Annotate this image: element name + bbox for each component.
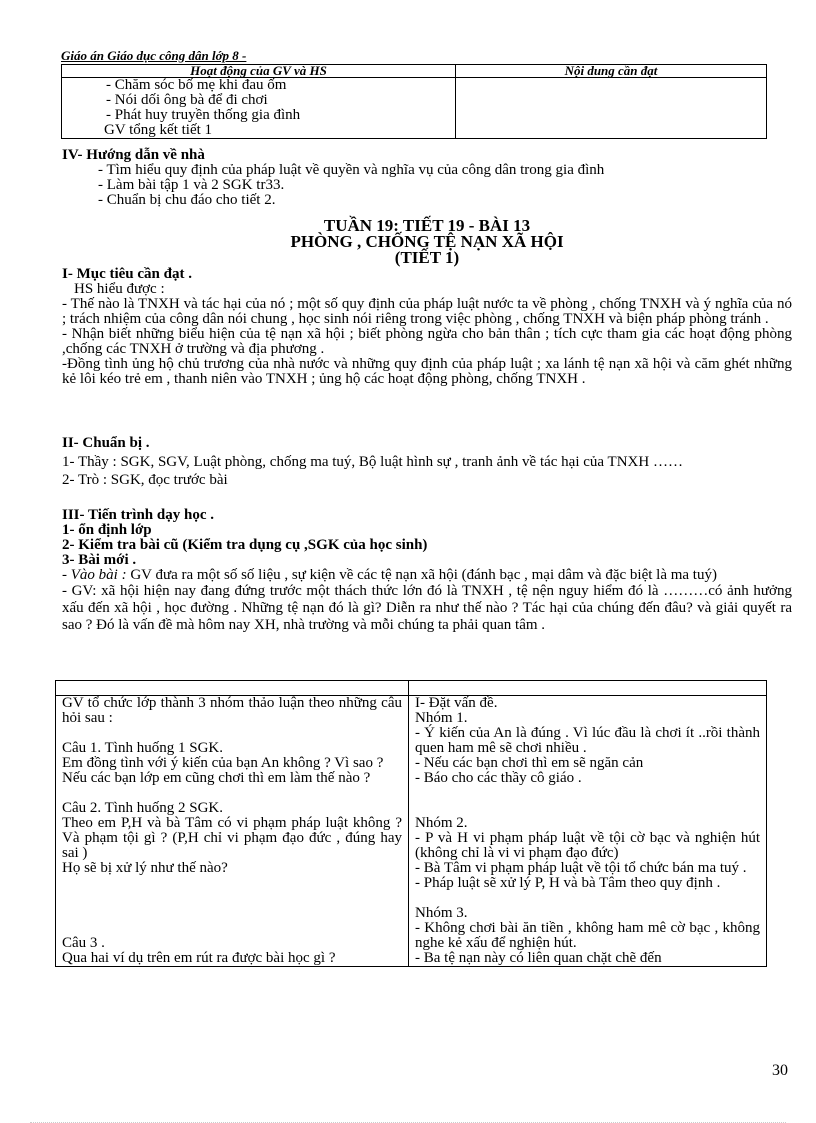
process-step3: 3- Bài mới . — [62, 552, 137, 568]
process-step1: 1- ổn định lớp — [62, 522, 152, 538]
process-heading: III- Tiến trình dạy học . — [62, 507, 214, 523]
table-row: Theo em P,H và bà Tâm có vi phạm pháp luật không ? Và phạm tội gì ? (P,H chỉ vi phạm đạo đức , đúng hay sai ) — [62, 815, 402, 861]
table-row: Câu 3 . — [62, 935, 105, 951]
activity-table-top — [61, 64, 767, 139]
objectives-knowledge: - Thế nào là TNXH và tác hại của nó ; một số quy định của pháp luật nước ta về phòng , chống TNXH và ý nghĩa của nó ; trách nhiệm của công dân nói chung , học sinh nói riêng trong việc phòng , chống TNXH và biện pháp phòng tránh . — [62, 296, 792, 327]
process-intro — [62, 568, 792, 583]
teacher-activity-cell — [56, 696, 409, 967]
table-row: - Ý kiến của An là đúng . Vì lúc đầu là chơi ít ..rồi thành quen ham mê sẽ chơi nhiều . — [415, 725, 760, 756]
table-row: Nhóm 3. — [415, 905, 468, 921]
table-row: - Ba tệ nạn này có liên quan chặt chẽ đến — [415, 950, 662, 966]
content-answer-cell — [409, 696, 767, 967]
list-item: - Phát huy truyền thống gia đình — [106, 107, 301, 123]
intro-text: GV đưa ra một số số liệu , sự kiện về các tệ nạn xã hội (đánh bạc , mại dâm và đặc biệt là ma tuý) — [126, 567, 717, 583]
list-item: - Chăm sóc bố mẹ khi đau ốm — [106, 77, 287, 93]
objectives-intro: HS hiểu được : — [74, 281, 165, 297]
discussion-table — [55, 680, 767, 967]
homework-heading: IV- Hướng dẫn về nhà — [62, 147, 205, 163]
prep-teacher: 1- Thầy : SGK, SGV, Luật phòng, chống ma tuý, Bộ luật hình sự , tranh ảnh về tác hại của TNXH …… — [62, 454, 683, 470]
homework-section — [62, 148, 792, 208]
table-row: - Bà Tâm vi phạm pháp luật về tội tổ chức bán ma tuý . — [415, 860, 747, 876]
list-item: - Nói dối ông bà để đi chơi — [106, 92, 268, 108]
table-row: Nhóm 1. — [415, 710, 468, 726]
intro-label: - Vào bài : — [62, 567, 127, 583]
list-item: - Tìm hiểu quy định của pháp luật về quyền và nghĩa vụ của công dân trong gia đình — [98, 162, 605, 178]
objectives-skills: - Nhận biết những biểu hiện của tệ nạn xã hội ; biết phòng ngừa cho bản thân ; tích cực tham gia các hoạt động phòng ,chống các TNXH ở trường và địa phương . — [62, 326, 792, 357]
prep-section — [62, 435, 792, 489]
table-row: - Báo cho các thầy cô giáo . — [415, 770, 582, 786]
activities-cell — [62, 78, 456, 139]
table-row: I- Đặt vấn đề. — [415, 695, 498, 711]
process-gv-text: - GV: xã hội hiện nay đang đứng trước một thách thức lớn đó là TNXH , tệ nện nguy hiểm đó là ………có ảnh hưởng xấu đến xã hội , học đường . Những tệ nạn đó là gì? Diễn ra như thế nào ? Tác hại của chúng đến đâu? và giải quyết ra sao ? Đó là vấn đề mà hôm nay XH, nhà trường và mỗi chúng ta phải quan tâm . — [62, 583, 792, 633]
table-row: Nhóm 2. — [415, 815, 468, 831]
table-row: - Pháp luật sẽ xử lý P, H và bà Tâm theo quy định . — [415, 875, 721, 891]
process-step2: 2- Kiểm tra bài cũ (Kiểm tra dụng cụ ,SGK của học sinh) — [62, 537, 428, 553]
lesson-title-line1: TUẦN 19: TIẾT 19 - BÀI 13 — [323, 216, 531, 235]
table-row: - Không chơi bài ăn tiền , không ham mê cờ bạc , không nghe kẻ xấu để nghiện hút. — [415, 920, 760, 951]
objectives-heading: I- Mục tiêu cần đạt . — [62, 266, 192, 282]
table-row: - P và H vi phạm pháp luật về tội cờ bạc và nghiện hút (không chỉ là vi vi phạm đạo đức) — [415, 830, 760, 861]
col-content-header: Nội dung cần đạt — [456, 65, 767, 78]
lesson-title-line3: (TIẾT 1) — [394, 248, 460, 267]
list-item: GV tổng kết tiết 1 — [104, 122, 213, 138]
document-header: Giáo án Giáo dục công dân lớp 8 - — [61, 48, 247, 63]
prep-heading: II- Chuẩn bị . — [62, 435, 150, 451]
empty-header-cell — [56, 681, 409, 696]
prep-student: 2- Trò : SGK, đọc trước bài — [62, 472, 228, 488]
col-activities-header: Hoạt động của GV và HS — [62, 65, 456, 78]
list-item: - Chuẩn bị chu đáo cho tiết 2. — [98, 192, 276, 208]
table-row: - Nếu các bạn chơi thì em sẽ ngăn cản — [415, 755, 644, 771]
objectives-attitude: -Đồng tình ủng hộ chủ trương của nhà nước và những quy định của pháp luật ; xa lánh tệ nạn xã hội và căm ghét những kẻ lôi kéo trẻ em , thanh niên vào TNXH ; ủng hộ các hoạt động phòng, chống TNXH . — [62, 356, 792, 387]
table-row: Em đồng tình với ý kiến của bạn An không ? Vì sao ? — [62, 755, 384, 771]
table-row: Qua hai ví dụ trên em rút ra được bài học gì ? — [62, 950, 336, 966]
empty-header-cell — [409, 681, 767, 696]
table-row: Câu 2. Tình huống 2 SGK. — [62, 800, 223, 816]
content-cell — [456, 78, 767, 139]
list-item: - Làm bài tập 1 và 2 SGK tr33. — [98, 177, 285, 193]
table-row: Câu 1. Tình huống 1 SGK. — [62, 740, 223, 756]
page-number: 30 — [772, 1062, 788, 1079]
lesson-title-line2: PHÒNG , CHỐNG TỆ NẠN XÃ HỘI — [290, 232, 564, 251]
table-row: Nếu các bạn lớp em cũng chơi thì em làm thế nào ? — [62, 770, 371, 786]
table-row: Họ sẽ bị xử lý như thế nào? — [62, 860, 228, 876]
process-section — [62, 508, 792, 634]
objectives-section — [62, 267, 792, 387]
table-row: GV tổ chức lớp thành 3 nhóm thảo luận theo những câu hỏi sau : — [62, 695, 402, 726]
lesson-title — [62, 218, 792, 266]
